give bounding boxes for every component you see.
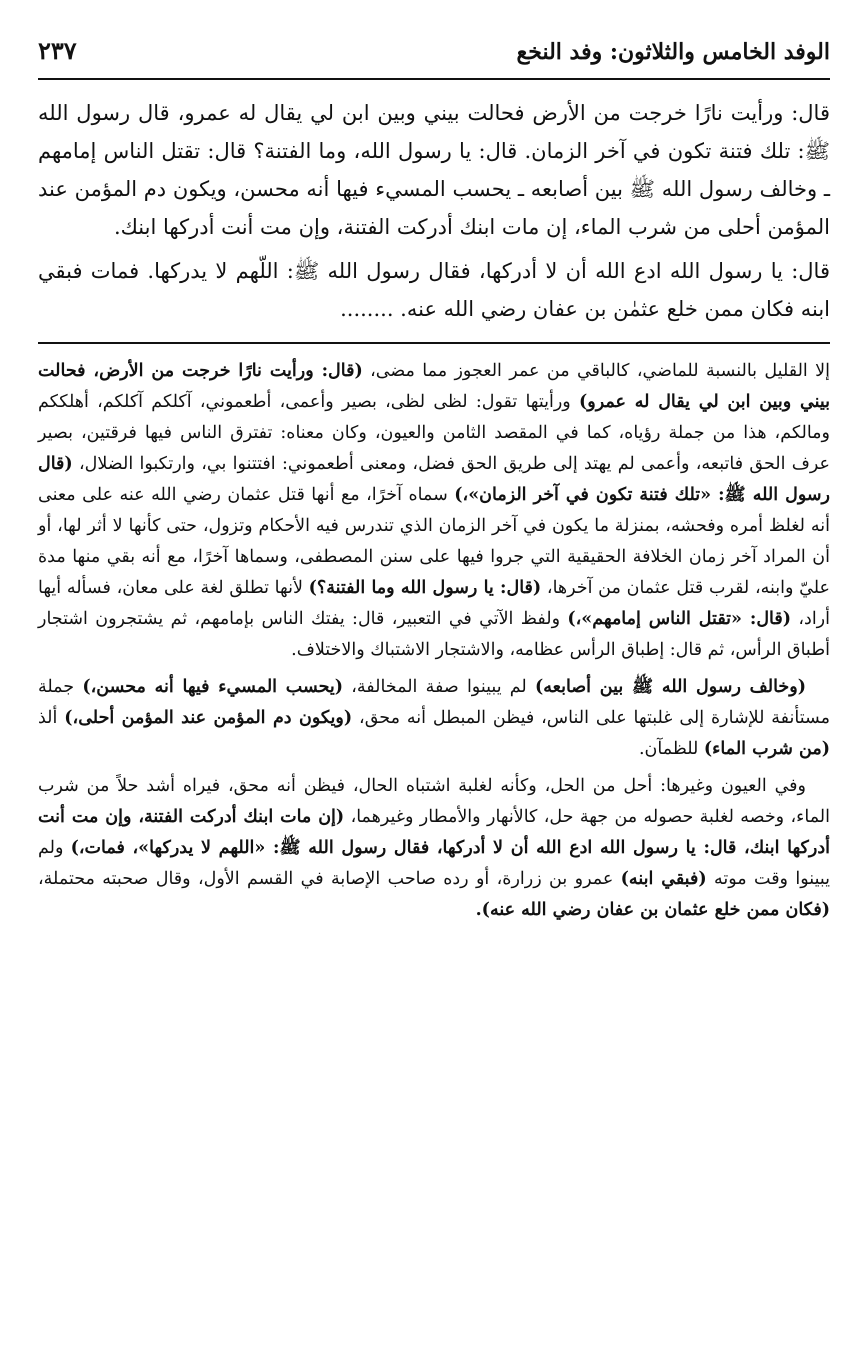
commentary-paragraph-3 — [38, 771, 830, 926]
hadith-text-block — [38, 80, 830, 342]
commentary-text: لأنها تطلق لغة على معان، فسأله أيها أراد، — [38, 578, 830, 629]
document-page — [38, 36, 830, 1340]
commentary-text: ورأيتها تقول: لظى لظى، بصير وأعمى، أطعموني، آكلكم آكلكم، أهلككم ومالكم، هذا من جملة رؤياه، كما في المقصد الثامن والعيون، وكان معناه: تفترق الناس فيها فرقتين، بصير عرف الحق فاتبعه، وأعمى لم يهتد إلى طريق الحق فضل، ومعنى أطعموني: افتتنوا بي، وارتكبوا الضلال، — [38, 392, 830, 474]
quoted-hadith-text: (يحسب المسيء فيها أنه محسن،) — [82, 677, 344, 697]
commentary-text: لم يبينوا صفة المخالفة، — [343, 677, 535, 697]
quoted-hadith-text: (قال رسول الله ﷺ: «تلك فتنة تكون في آخر الزمان»،) — [38, 454, 830, 505]
quoted-hadith-text: (قال: «تقتل الناس إمامهم»،) — [567, 609, 792, 629]
commentary-text: ولم يبينوا وقت موته — [38, 838, 830, 889]
quoted-hadith-text: (قال: يا رسول الله وما الفتنة؟) — [308, 578, 542, 598]
quoted-hadith-text: (إن مات ابنك أدركت الفتنة، وإن مت أنت أدركها ابنك، قال: يا رسول الله ادع الله أن لا أدركها، فقال رسول الله ﷺ: «اللهم لا يدركها»، فمات،) — [38, 807, 830, 858]
commentary-text: ولفظ الآتي في التعبير، قال: يفتك الناس بإمامهم، ثم يشتجرون اشتجار أطباق الرأس، ثم قال: إطباق الرأس عظامه، والاشتجار الاشتباك والاختلاف. — [38, 609, 830, 660]
quoted-hadith-text: (ويكون دم المؤمن عند المؤمن أحلى،) — [64, 708, 353, 728]
page-number: ٢٣٧ — [38, 36, 77, 65]
commentary-text: عمرو بن زرارة، أو رده صاحب الإصابة في القسم الأول، وقال صحبته محتملة، — [38, 869, 621, 889]
quoted-hadith-text: (فكان ممن خلع عثمان بن عفان رضي الله عنه). — [475, 900, 830, 920]
quoted-hadith-text: (وخالف رسول الله ﷺ بين أصابعه) — [535, 677, 806, 697]
commentary-block — [38, 344, 830, 926]
commentary-paragraph-1 — [38, 356, 830, 666]
commentary-text: ألذ — [38, 708, 65, 728]
commentary-text: للظمآن. — [638, 739, 704, 759]
commentary-text: وفي العيون وغيرها: أحل من الحل، وكأنه لغلبة اشتباه الحال، فيظن أنه محق، فيراه أشد حلاً من شرب الماء، وخصه لغلبة حصوله من جهة حل، كالأنهار والأمطار وغيرهما، — [38, 776, 831, 827]
quoted-hadith-text: (من شرب الماء) — [703, 739, 830, 759]
commentary-paragraph-2 — [38, 672, 830, 765]
commentary-text: سماه آخرًا، مع أنها قتل عثمان رضي الله عنه على معنى أنه لغلظ أمره وفحشه، بمنزلة ما يكون في آخر الزمان الذي تندرس فيه الأحكام وتزول، حتى كأنها لا أثر لها، أو أن المراد آخر زمان الخلافة الحقيقية التي جروا فيها على سنن المصطفى، وسماها آخرًا، مع أنه بقي منها مدة عليّ وابنه، لقرب قتل عثمان من آخرها، — [38, 485, 831, 598]
hadith-paragraph-2: قال: يا رسول الله ادع الله أن لا أدركها، فقال رسول الله ﷺ: اللّهم لا يدركها. فمات فبقي ابنه فكان ممن خلع عثمٰن بن عفان رضي الله عنه. ........ — [38, 259, 830, 321]
commentary-text: إلا القليل بالنسبة للماضي، كالباقي من عمر العجوز مما مضى، — [362, 361, 831, 381]
running-title: الوفد الخامس والثلاثون: وفد النخع — [516, 39, 830, 65]
page-header — [38, 36, 830, 78]
commentary-text: جملة مستأنفة للإشارة إلى غلبتها على الناس، فيظن المبطل أنه محق، — [38, 677, 830, 728]
hadith-paragraph-1: قال: ورأيت نارًا خرجت من الأرض فحالت بيني وبين ابن لي يقال له عمرو، قال رسول الله ﷺ: تلك فتنة تكون في آخر الزمان. قال: يا رسول الله، وما الفتنة؟ قال: تقتل الناس إمامهم ـ وخالف رسول الله ﷺ بين أصابعه ـ يحسب المسيء فيها أنه محسن، ويكون دم المؤمن عند المؤمن أحلى من شرب الماء، إن مات ابنك أدركت الفتنة، وإن مت أنت أدركها ابنك. — [38, 101, 830, 239]
quoted-hadith-text: (فبقي ابنه) — [620, 869, 707, 889]
quoted-hadith-text: (قال: ورأيت نارًا خرجت من الأرض، فحالت بيني وبين ابن لي يقال له عمرو) — [38, 361, 830, 412]
